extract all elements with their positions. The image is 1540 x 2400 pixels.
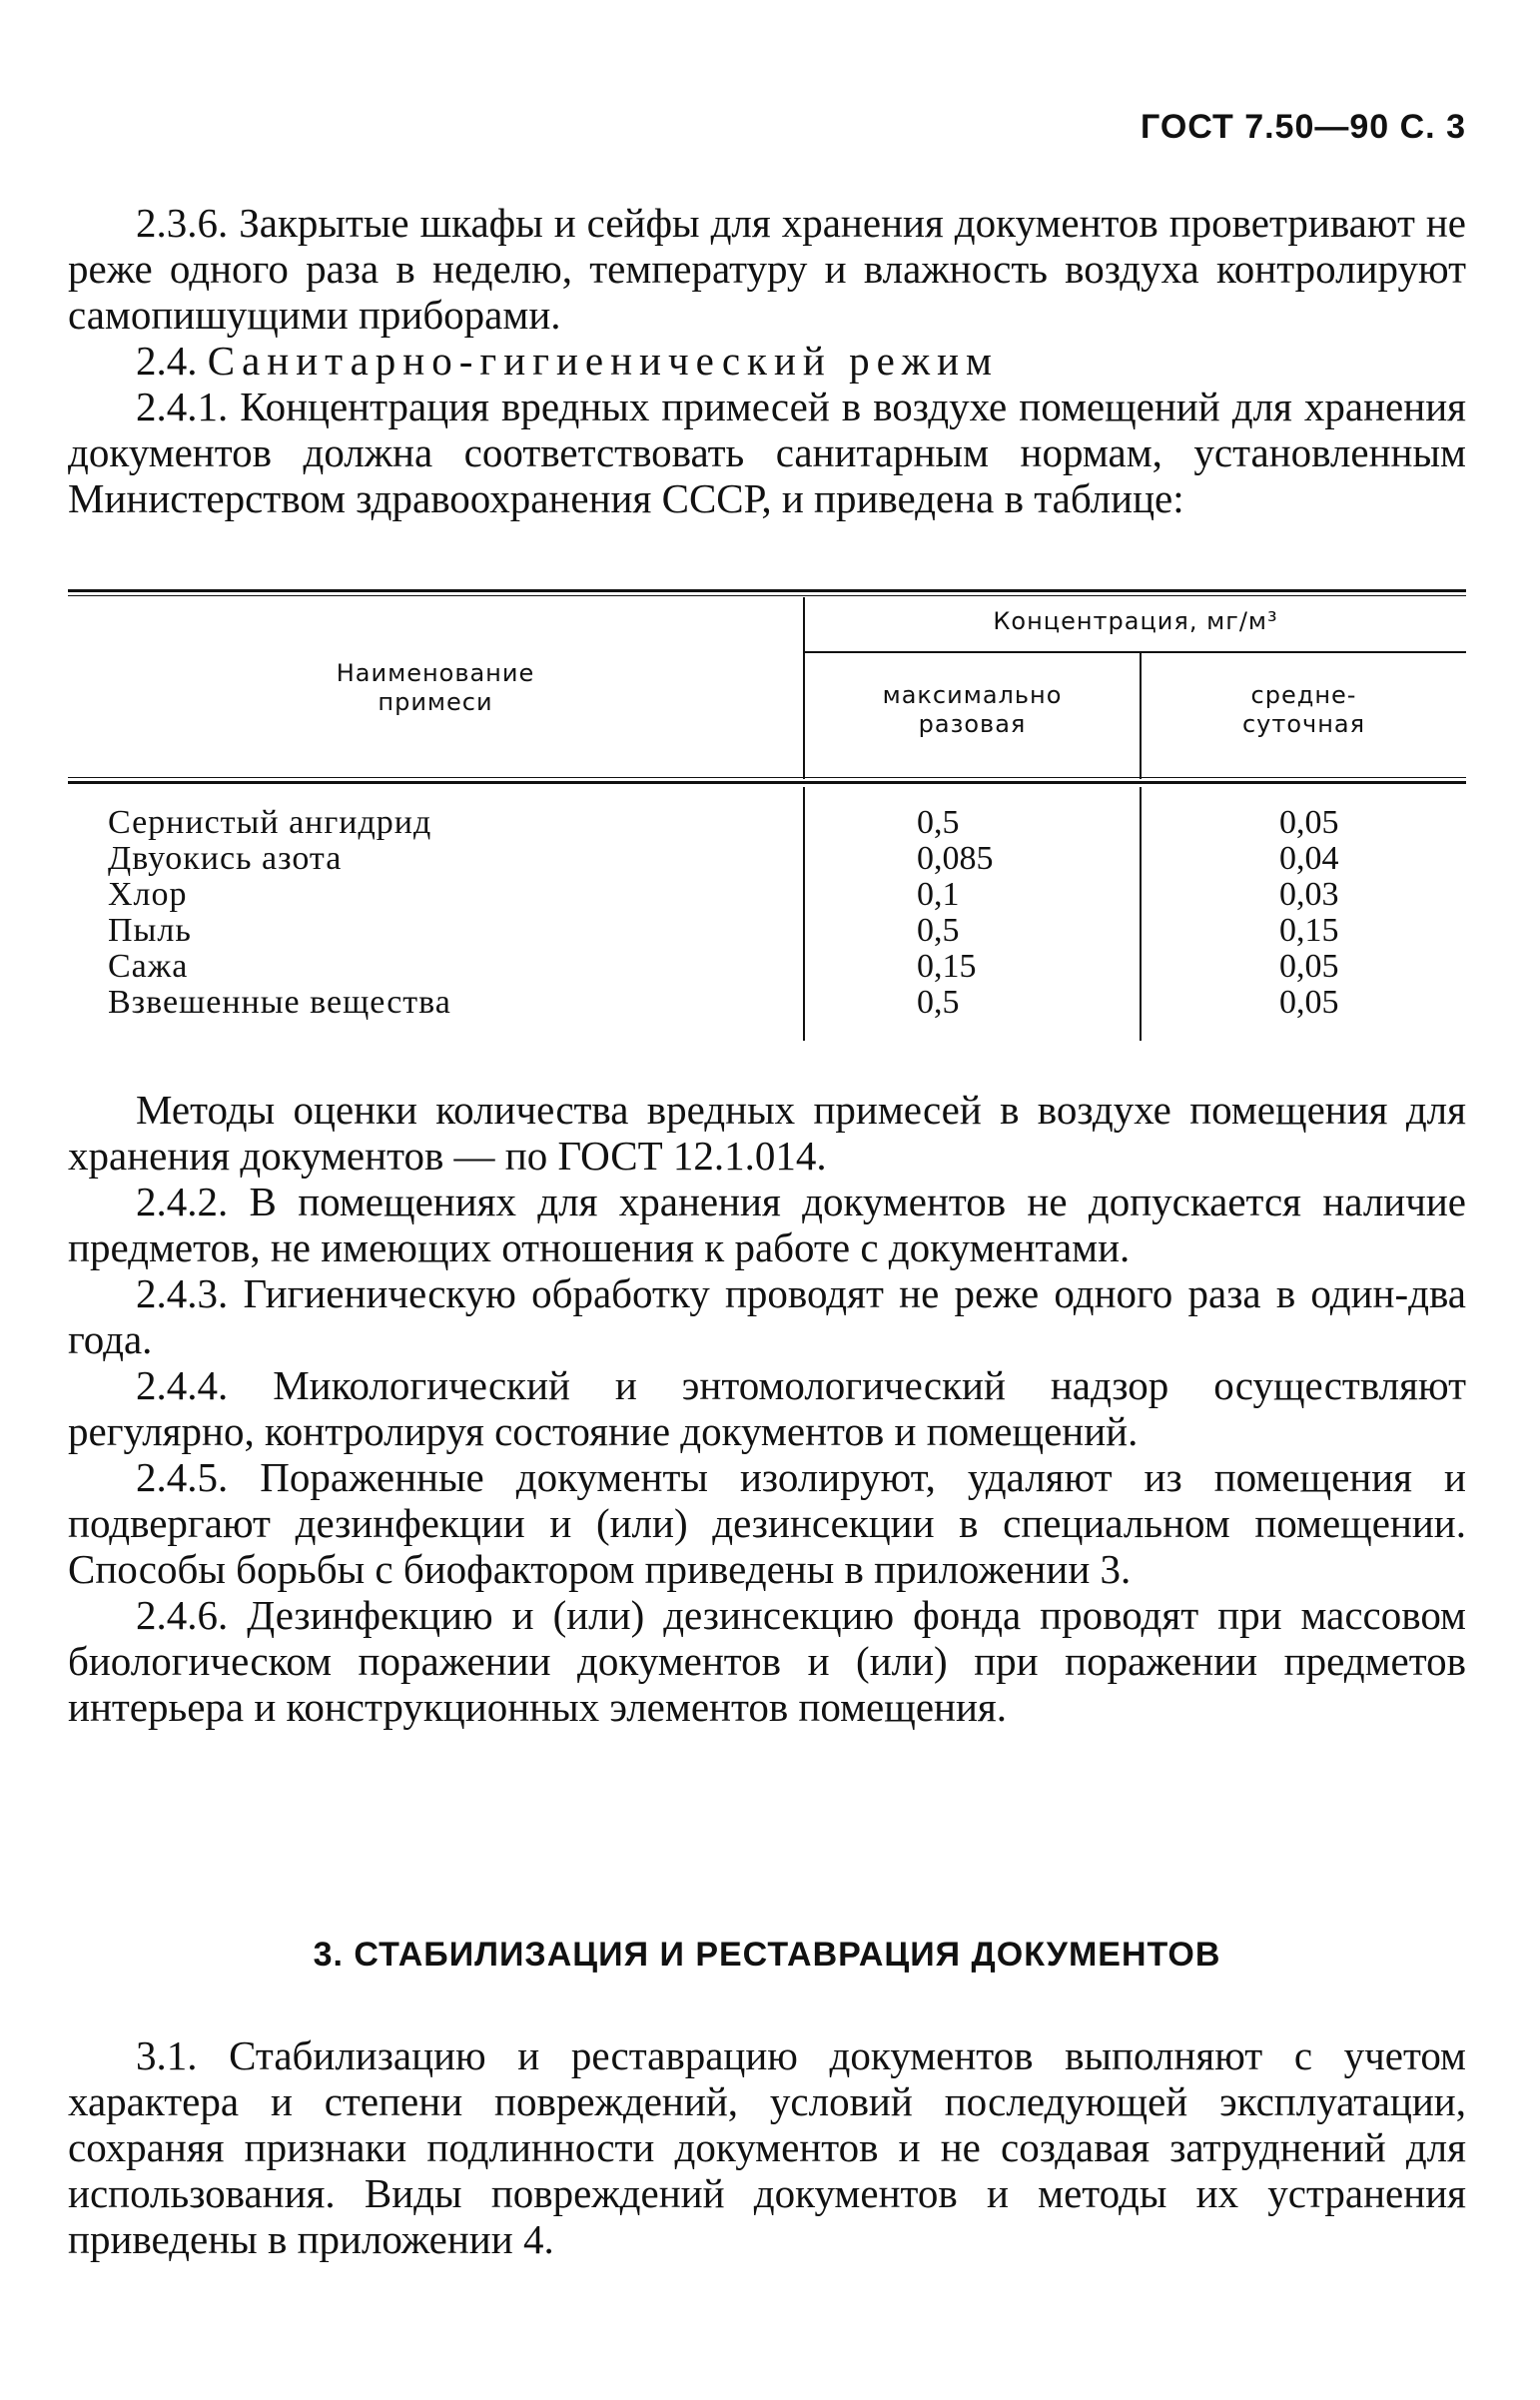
table-cell-avg: 0,05 <box>1279 804 1339 841</box>
table-cell-max: 0,15 <box>917 948 977 985</box>
section-number-2-4: 2.4. <box>136 338 198 384</box>
header-name-line2: примеси <box>378 688 493 716</box>
section-title-2-4: Санитарно-гигиенический режим <box>207 338 999 384</box>
table-row-name: Пыль <box>108 912 192 949</box>
table-cell-avg: 0,15 <box>1279 912 1339 949</box>
table-row-name: Сернистый ангидрид <box>108 804 432 841</box>
table-row-name: Двуокись азота <box>108 840 343 877</box>
table-cell-avg: 0,04 <box>1279 840 1339 877</box>
header-name-line1: Наименование <box>336 659 535 687</box>
column-max-values <box>917 805 994 1021</box>
header-name-cell <box>68 659 803 717</box>
paragraph-2-4-6: 2.4.6. Дезинфекцию и (или) дезинсекцию фонда проводят при массовом биологическом поражении документов и (или) при поражении предметов интерьера и конструкционных элементов помещения. <box>68 1592 1466 1730</box>
table-cell-avg: 0,05 <box>1279 948 1339 985</box>
table-cell-max: 0,5 <box>917 984 960 1021</box>
table-cell-avg: 0,05 <box>1279 984 1339 1021</box>
body-text <box>68 1087 1466 1730</box>
header-subdivider <box>803 651 1466 653</box>
paragraph-2-3-6: 2.3.6. Закрытые шкафы и сейфы для хранения документов проветривают не реже одного раза в неделю, температуру и влажность воздуха контролируют самопишущими приборами. <box>68 200 1466 338</box>
page-header: ГОСТ 7.50—90 С. 3 <box>1141 108 1466 146</box>
section-3-text <box>68 2032 1466 2262</box>
header-avg-line2: суточная <box>1241 710 1366 738</box>
table-cell-max: 0,5 <box>917 804 960 841</box>
header-bottom-rule-thin <box>68 777 1466 778</box>
header-avg-cell <box>1142 681 1466 739</box>
body-divider-1 <box>803 787 805 1041</box>
paragraph-2-4-5: 2.4.5. Пораженные документы изолируют, удаляют из помещения и подвергают дезинфекции и (или) дезинсекции в специальном помещении. Способы борьбы с биофактором приведены в приложении 3. <box>68 1454 1466 1592</box>
table-top-rule <box>68 589 1466 592</box>
header-bottom-rule <box>68 781 1466 784</box>
table-cell-max: 0,1 <box>917 876 960 913</box>
concentration-table <box>68 589 1466 1049</box>
table-cell-avg: 0,03 <box>1279 876 1339 913</box>
body-divider-2 <box>1140 787 1142 1041</box>
table-cell-max: 0,5 <box>917 912 960 949</box>
header-avg-line1: средне- <box>1250 681 1357 709</box>
table-row-name: Хлор <box>108 876 188 913</box>
header-max-line1: максимально <box>882 681 1063 709</box>
table-cell-max: 0,085 <box>917 840 994 877</box>
column-avg-values <box>1279 805 1339 1021</box>
table-row-name: Взвешенные вещества <box>108 984 451 1021</box>
paragraph-3-1: 3.1. Стабилизацию и реставрацию документов выполняют с учетом характера и степени повреждений, условий последующей эксплуатации, сохраняя признаки подлинности документов и не создавая затруднений для использования. Виды повреждений документов и методы их устранения приведены в приложении 4. <box>68 2032 1466 2262</box>
table-top-rule-thin <box>68 595 1466 596</box>
header-concentration-cell: Концентрация, мг/м³ <box>993 607 1278 635</box>
paragraph-2-4-2: 2.4.2. В помещениях для хранения документов не допускается наличие предметов, не имеющих отношения к работе с документами. <box>68 1179 1466 1270</box>
section-3-title: 3. СТАБИЛИЗАЦИЯ И РЕСТАВРАЦИЯ ДОКУМЕНТОВ <box>313 1936 1221 1974</box>
paragraph-2-4-4: 2.4.4. Микологический и энтомологический надзор осуществляют регулярно, контролируя состояние документов и помещений. <box>68 1362 1466 1454</box>
header-max-cell <box>805 681 1140 739</box>
table-row-name: Сажа <box>108 948 189 985</box>
column-substance-names <box>108 805 451 1021</box>
paragraph-2-4-1: 2.4.1. Концентрация вредных примесей в воздухе помещений для хранения документов должна соответствовать санитарным нормам, установленным Министерством здравоохранения СССР, и приведена в таблице: <box>68 384 1466 521</box>
paragraph-methods: Методы оценки количества вредных примесей в воздухе помещения для хранения документов — по ГОСТ 12.1.014. <box>68 1087 1466 1179</box>
header-max-line2: разовая <box>918 710 1027 738</box>
intro-text <box>68 200 1466 521</box>
paragraph-2-4-3: 2.4.3. Гигиеническую обработку проводят не реже одного раза в один-два года. <box>68 1270 1466 1362</box>
paragraph-2-4-heading <box>68 338 1466 384</box>
